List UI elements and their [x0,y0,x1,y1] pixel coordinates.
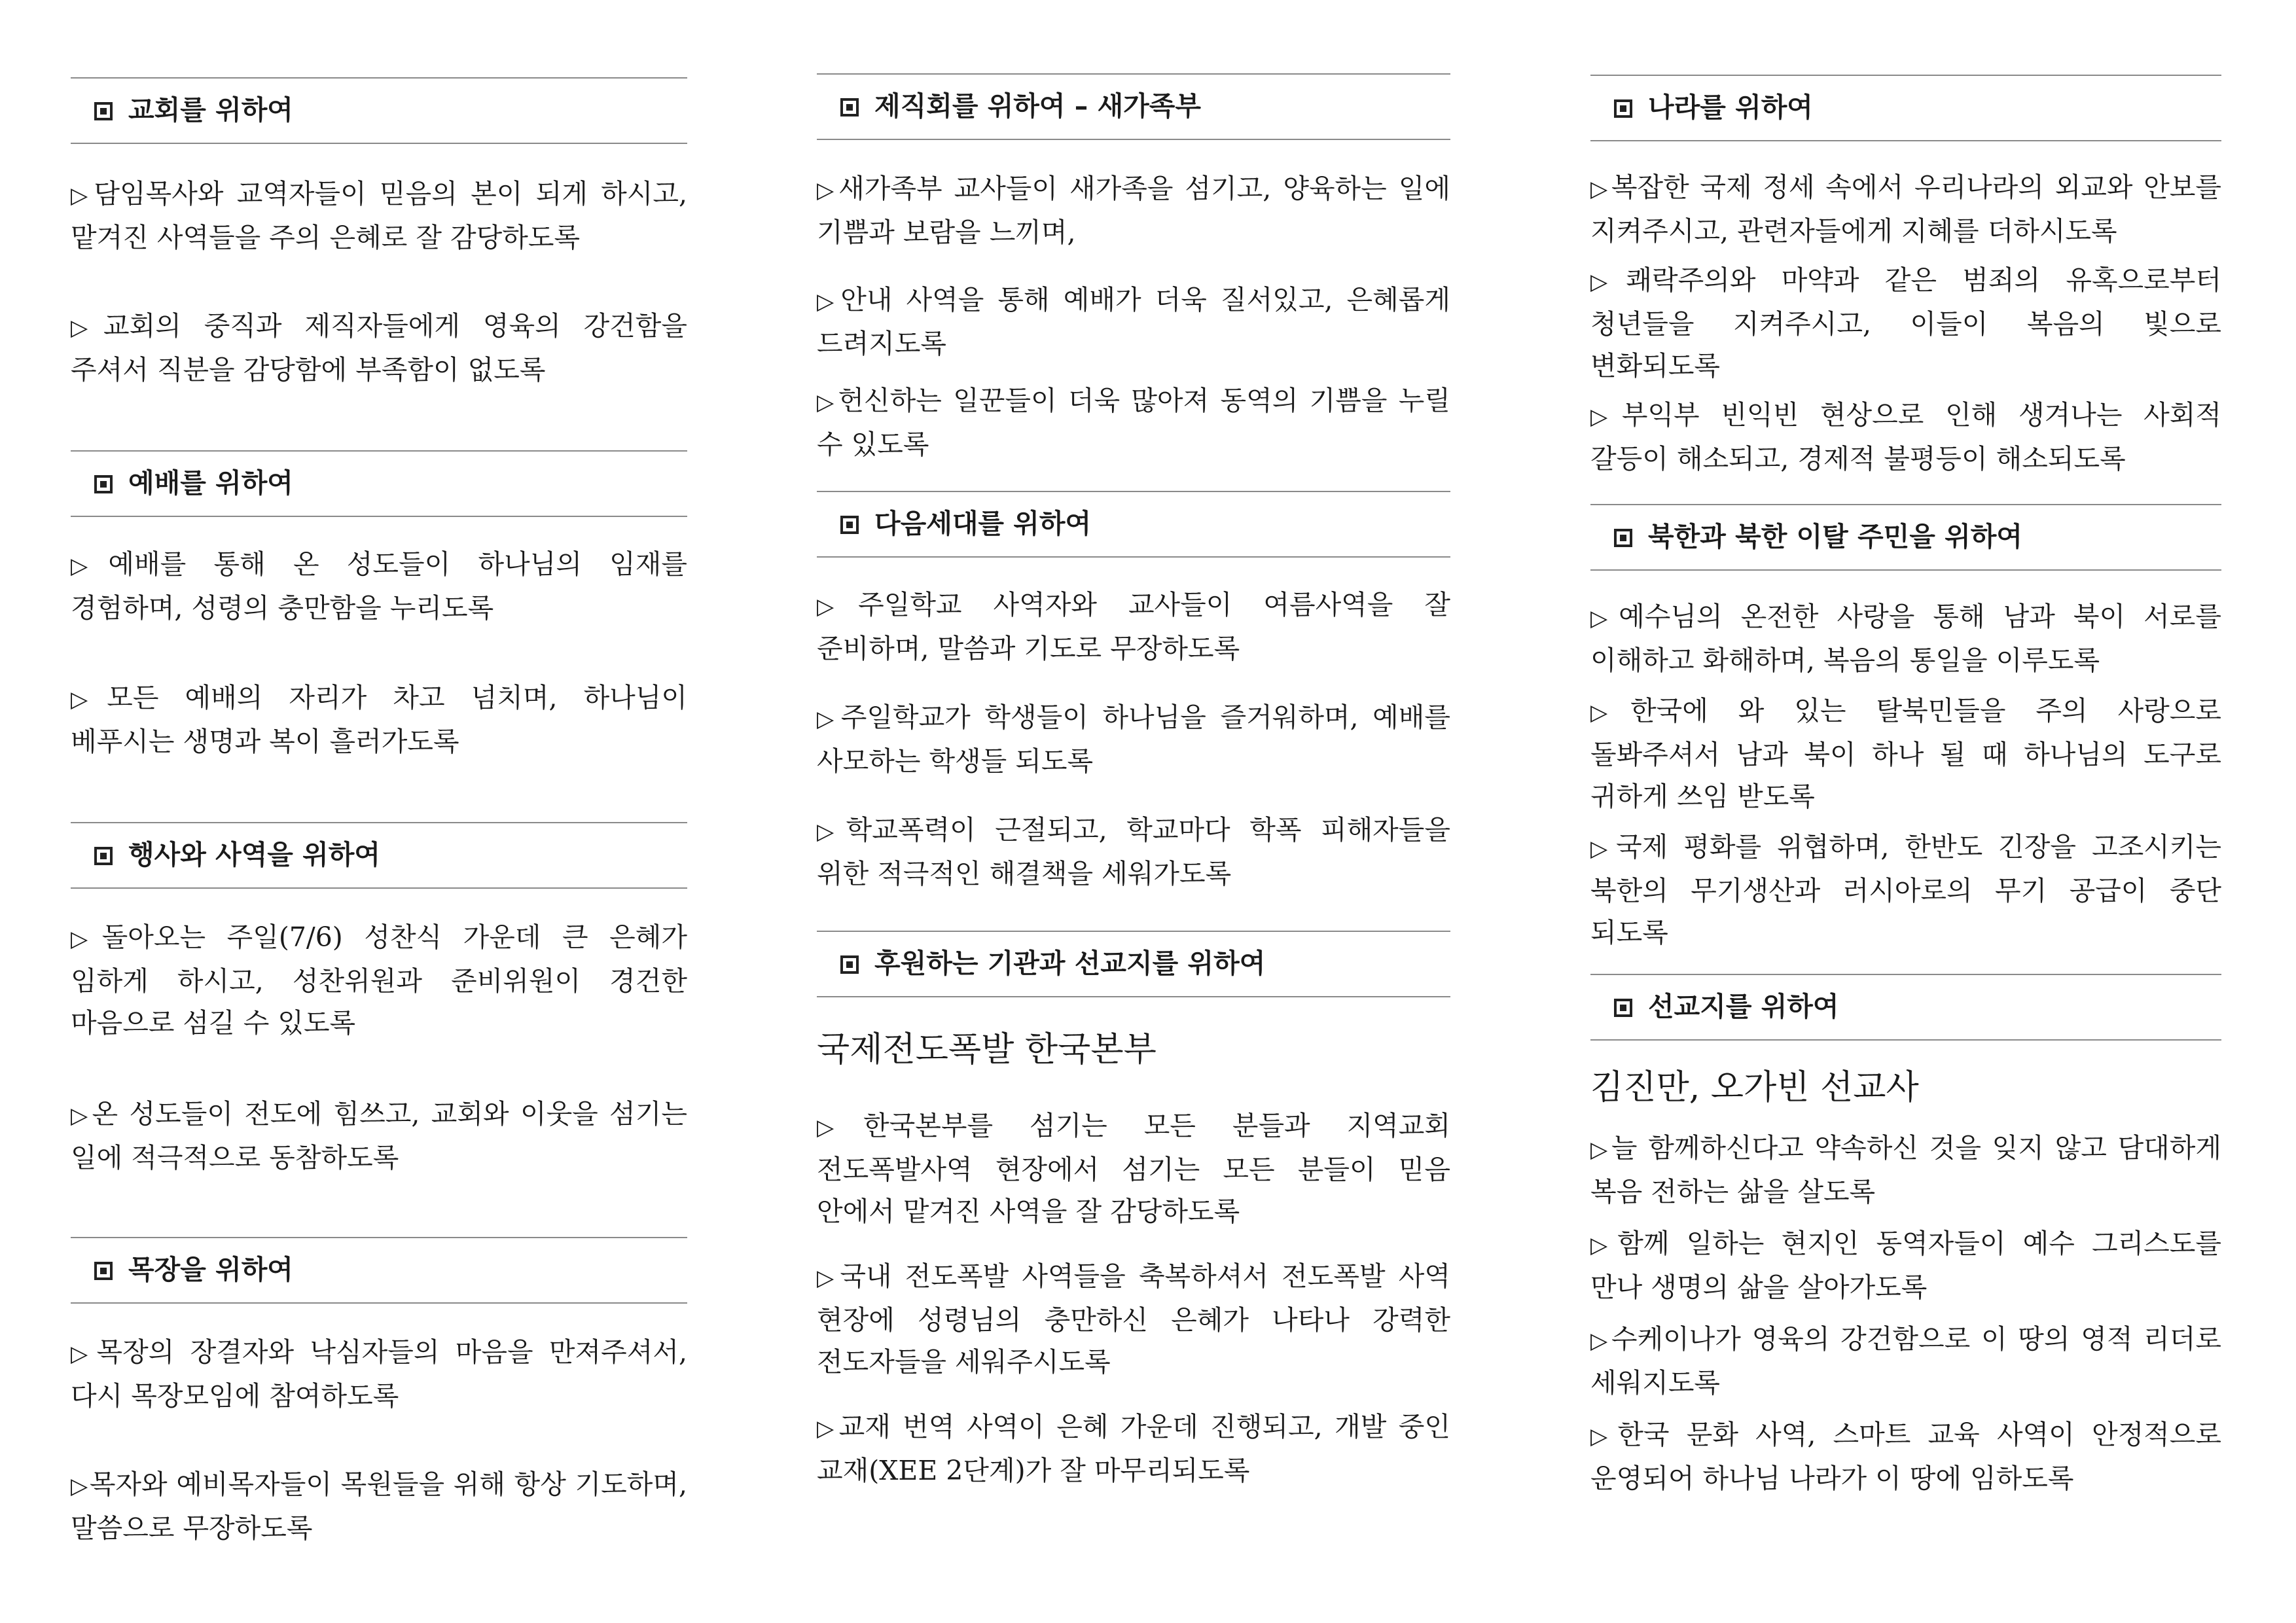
triangle-bullet-icon: ▷ [71,926,101,952]
square-bullet-icon [840,955,859,974]
prayer-item: ▷함께 일하는 현지인 동역자들이 예수 그리스도를 만나 생명의 삶을 살아가도록 [1590,1228,2221,1303]
section-title: 목장을 위하여 [94,1253,293,1287]
section-title: 북한과 북한 이탈 주민을 위하여 [1614,520,2022,554]
triangle-bullet-icon: ▷ [71,315,102,341]
prayer-item: ▷교재 번역 사역이 은혜 가운데 진행되고, 개발 중인 교재(XEE 2단계)가 잘 마무리되도록 [817,1411,1450,1486]
column-3 [1590,0,2221,1623]
triangle-bullet-icon: ▷ [1590,605,1618,632]
triangle-bullet-icon: ▷ [1590,836,1615,862]
prayer-item: ▷목자와 예비목자들이 목원들을 위해 항상 기도하며, 말씀으로 무장하도록 [71,1469,688,1544]
prayer-item: ▷교회의 중직과 제직자들에게 영육의 강건함을 주셔서 직분을 감당함에 부족함이 없도록 [71,310,687,385]
square-bullet-icon [840,516,859,534]
triangle-bullet-icon: ▷ [817,389,837,416]
prayer-item: ▷부익부 빈익빈 현상으로 인해 생겨나는 사회적 갈등이 해소되고, 경제적 불평등이 해소되도록 [1590,399,2221,474]
prayer-item: ▷목장의 장결자와 낙심자들의 마음을 만져주셔서, 다시 목장모임에 참여하도록 [71,1336,687,1412]
triangle-bullet-icon: ▷ [71,1473,88,1499]
prayer-item: ▷한국에 와 있는 탈북민들을 주의 사랑으로 돌봐주셔서 남과 북이 하나 될 때 하나님의 도구로 귀하게 쓰임 받도록 [1590,695,2221,812]
triangle-bullet-icon: ▷ [817,177,838,204]
prayer-item: ▷모든 예배의 자리가 차고 넘치며, 하나님이 베푸시는 생명과 복이 흘러가도록 [71,682,688,757]
square-bullet-icon [1614,529,1632,547]
triangle-bullet-icon: ▷ [1590,1232,1617,1258]
prayer-item: ▷한국 문화 사역, 스마트 교육 사역이 안정적으로 운영되어 하나님 나라가 이 땅에 임하도록 [1590,1419,2221,1494]
prayer-item: ▷학교폭력이 근절되고, 학교마다 학폭 피해자들을 위한 적극적인 해결책을 세워가도록 [817,814,1450,889]
prayer-item: ▷안내 사역을 통해 예배가 더욱 질서있고, 은혜롭게 드려지도록 [817,284,1450,359]
section-title: 예배를 위하여 [94,466,293,500]
section-title: 나라를 위하여 [1614,90,1813,124]
triangle-bullet-icon: ▷ [817,594,857,620]
organization-name: 국제전도폭발 한국본부 [817,1030,1157,1069]
prayer-item: ▷복잡한 국제 정세 속에서 우리나라의 외교와 안보를 지켜주시고, 관련자들에게 지혜를 더하시도록 [1590,171,2221,247]
prayer-item: ▷돌아오는 주일(7/6) 성찬식 가운데 큰 은혜가 임하게 하시고, 성찬위원과 준비위원이 경건한 마음으로 섬길 수 있도록 [71,921,687,1039]
prayer-item: ▷온 성도들이 전도에 힘쓰고, 교회와 이웃을 섬기는 일에 적극적으로 동참하도록 [71,1098,687,1173]
section-title: 제직회를 위하여 – 새가족부 [840,89,1201,123]
prayer-item: ▷주일학교 사역자와 교사들이 여름사역을 잘 준비하며, 말씀과 기도로 무장하도록 [817,589,1450,664]
prayer-item: ▷늘 함께하신다고 약속하신 것을 잊지 않고 담대하게 복음 전하는 삶을 살도록 [1590,1132,2221,1207]
triangle-bullet-icon: ▷ [71,1341,96,1367]
section-title: 후원하는 기관과 선교지를 위하여 [840,946,1265,980]
column-1 [71,0,687,1623]
triangle-bullet-icon: ▷ [1590,1328,1610,1354]
section-header [71,822,687,889]
square-bullet-icon [94,847,113,865]
square-bullet-icon [94,475,113,493]
triangle-bullet-icon: ▷ [817,819,845,845]
triangle-bullet-icon: ▷ [71,1103,91,1129]
prayer-item: ▷예수님의 온전한 사랑을 통해 남과 북이 서로를 이해하고 화해하며, 복음의 통일을 이루도록 [1590,601,2221,676]
prayer-item: ▷쾌락주의와 마약과 같은 범죄의 유혹으로부터 청년들을 지켜주시고, 이들이 복음의 빛으로 변화되도록 [1590,264,2221,382]
section-title: 선교지를 위하여 [1614,990,1839,1024]
prayer-item: ▷새가족부 교사들이 새가족을 섬기고, 양육하는 일에 기쁨과 보람을 느끼며, [817,173,1450,248]
section-header [817,491,1450,558]
prayer-item: ▷국제 평화를 위협하며, 한반도 긴장을 고조시키는 북한의 무기생산과 러시아로의 무기 공급이 중단 되도록 [1590,831,2221,948]
triangle-bullet-icon: ▷ [71,687,106,713]
triangle-bullet-icon: ▷ [1590,404,1621,430]
section-header [817,73,1450,140]
triangle-bullet-icon: ▷ [817,706,840,732]
prayer-item: ▷헌신하는 일꾼들이 더욱 많아져 동역의 기쁨을 누릴 수 있도록 [817,385,1451,460]
square-bullet-icon [1614,999,1632,1017]
triangle-bullet-icon: ▷ [817,289,840,315]
triangle-bullet-icon: ▷ [817,1416,838,1442]
section-title: 행사와 사역을 위하여 [94,838,380,872]
section-title: 다음세대를 위하여 [840,507,1091,541]
triangle-bullet-icon: ▷ [1590,176,1610,202]
section-header [71,450,687,517]
prayer-item: ▷예배를 통해 온 성도들이 하나님의 임재를 경험하며, 성령의 충만함을 누리도록 [71,548,688,624]
section-title: 교회를 위하여 [94,93,293,127]
section-header [817,931,1450,997]
prayer-item: ▷담임목사와 교역자들이 믿음의 본이 되게 하시고, 맡겨진 사역들을 주의 은혜로 잘 감당하도록 [71,178,687,253]
column-2 [817,0,1450,1623]
section-header [1590,504,2221,571]
prayer-item: ▷수케이나가 영육의 강건함으로 이 땅의 영적 리더로 세워지도록 [1590,1323,2221,1399]
prayer-item: ▷주일학교가 학생들이 하나님을 즐거워하며, 예배를 사모하는 학생들 되도록 [817,702,1450,777]
square-bullet-icon [94,102,113,120]
triangle-bullet-icon: ▷ [1590,1137,1610,1163]
section-header [1590,75,2221,141]
triangle-bullet-icon: ▷ [71,183,93,209]
triangle-bullet-icon: ▷ [1590,269,1625,295]
triangle-bullet-icon: ▷ [817,1115,863,1141]
section-header [71,1237,687,1304]
section-header [71,77,687,144]
square-bullet-icon [94,1262,113,1280]
triangle-bullet-icon: ▷ [71,553,107,579]
triangle-bullet-icon: ▷ [1590,1423,1617,1450]
missionary-name: 김진만, 오가빈 선교사 [1590,1068,1919,1107]
prayer-item: ▷한국본부를 섬기는 모든 분들과 지역교회 전도폭발사역 현장에서 섬기는 모든 분들이 믿음 안에서 맡겨진 사역을 잘 감당하도록 [817,1110,1450,1227]
triangle-bullet-icon: ▷ [1590,700,1630,726]
triangle-bullet-icon: ▷ [817,1265,839,1291]
square-bullet-icon [840,98,859,116]
prayer-item: ▷국내 전도폭발 사역들을 축복하셔서 전도폭발 사역 현장에 성령님의 충만하신 은혜가 나타나 강력한 전도자들을 세워주시도록 [817,1260,1450,1378]
square-bullet-icon [1614,99,1632,118]
section-header [1590,974,2221,1041]
